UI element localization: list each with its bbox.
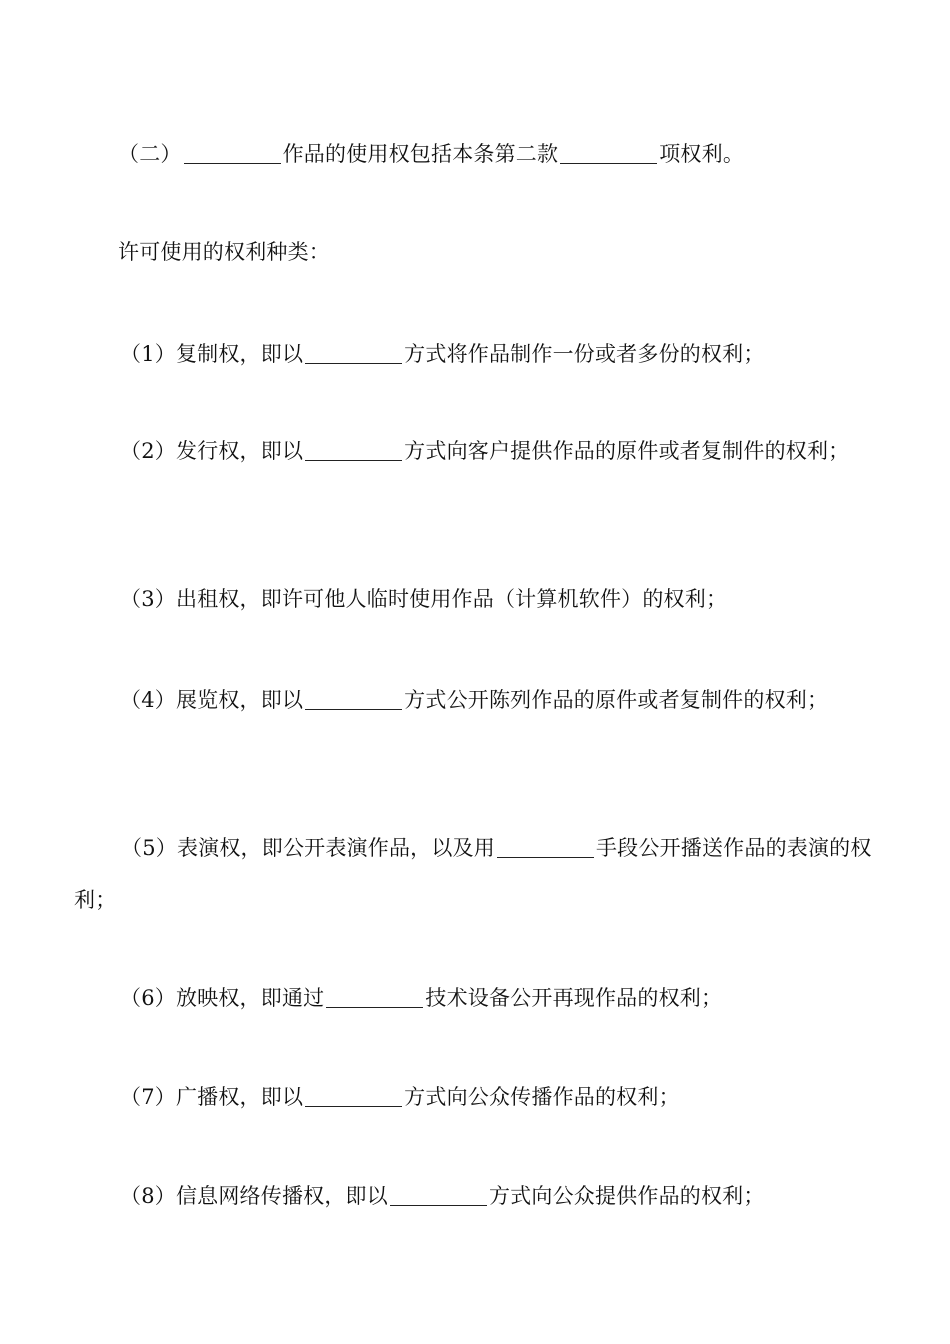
paragraph-network-dissemination-right — [120, 1182, 765, 1210]
text-segment: 方式向公众提供作品的权利； — [488, 1184, 765, 1208]
paragraph-rental-right — [120, 585, 727, 613]
text-segment: 技术设备公开再现作品的权利； — [425, 986, 723, 1010]
text-segment: （8）信息网络传播权，即以 — [120, 1184, 388, 1208]
text-segment: （二） — [118, 142, 182, 166]
text-segment: 方式向客户提供作品的原件或者复制件的权利； — [404, 439, 850, 463]
fill-in-blank — [560, 142, 657, 164]
paragraph-performance-right — [74, 822, 882, 926]
paragraph-rights-types-heading — [118, 238, 330, 266]
paragraph-distribution-right — [120, 437, 849, 465]
text-segment: （2）发行权，即以 — [120, 439, 304, 463]
fill-in-blank — [390, 1184, 487, 1206]
paragraph-exhibition-right — [120, 686, 828, 714]
text-segment: 许可使用的权利种类： — [118, 240, 330, 264]
text-segment: （6）放映权，即通过 — [120, 986, 325, 1010]
text-segment: （4）展览权，即以 — [120, 688, 304, 712]
text-segment: 方式向公众传播作品的权利； — [404, 1085, 680, 1109]
paragraph-broadcasting-right — [120, 1083, 680, 1111]
text-segment: （3）出租权，即许可他人临时使用作品（计算机软件）的权利； — [120, 587, 728, 611]
text-segment: 作品的使用权包括本条第二款 — [282, 142, 559, 166]
text-segment: 方式公开陈列作品的原件或者复制件的权利； — [404, 688, 829, 712]
text-segment: 手段公开播送作品的表演的权利； — [74, 836, 872, 912]
text-segment: 项权利。 — [659, 142, 745, 166]
fill-in-blank — [497, 836, 594, 858]
paragraph-reproduction-right — [120, 340, 765, 368]
text-segment: （5）表演权，即公开表演作品，以及用 — [121, 836, 495, 860]
fill-in-blank — [305, 688, 402, 710]
text-segment: （1）复制权，即以 — [120, 342, 304, 366]
text-segment: 方式将作品制作一份或者多份的权利； — [404, 342, 765, 366]
fill-in-blank — [305, 342, 402, 364]
paragraph-screening-right — [120, 984, 722, 1012]
paragraph-usage-scope — [118, 140, 744, 168]
text-segment: （7）广播权，即以 — [120, 1085, 304, 1109]
fill-in-blank — [326, 986, 423, 1008]
fill-in-blank — [305, 439, 402, 461]
fill-in-blank — [305, 1085, 402, 1107]
fill-in-blank — [184, 142, 281, 164]
